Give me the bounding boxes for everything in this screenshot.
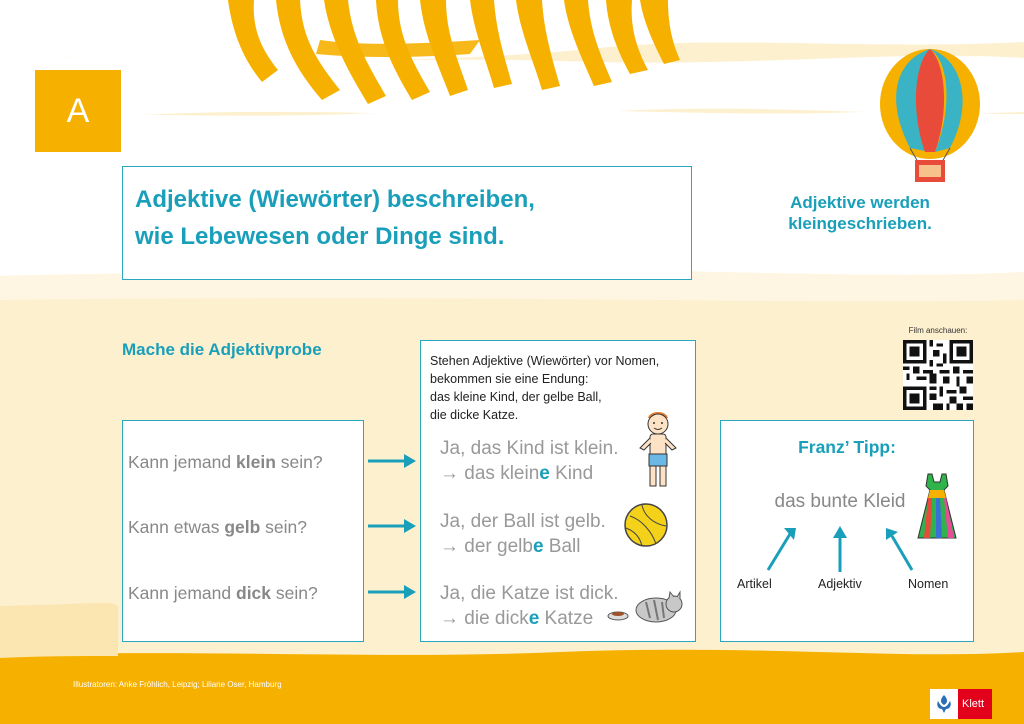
question-1: Kann jemand klein sein?: [128, 452, 323, 472]
section-badge: A: [35, 70, 121, 152]
illustrator-credits: Illustratoren: Anke Fröhlich, Leipzig; Liliane Oser, Hamburg: [73, 680, 282, 689]
label-adjektiv: Adjektiv: [818, 577, 862, 591]
title-box: [122, 166, 692, 280]
probe-heading: Mache die Adjektivprobe: [122, 340, 322, 359]
film-label: Film anschauen:: [908, 326, 968, 335]
klett-emblem-icon: [934, 693, 954, 715]
label-nomen: Nomen: [908, 577, 949, 591]
arrow-right-icon: [366, 516, 418, 536]
title-line-2: wie Lebewesen oder Dinge sind.: [135, 223, 505, 250]
ending-explanation: Stehen Adjektive (Wiewörter) vor Nomen, bekommen sie eine Endung: das kleine Kind, der gelbe Ball, die dicke Katze.: [430, 354, 660, 422]
cat-illustration: [606, 590, 686, 624]
title-line-1: Adjektive (Wiewörter) beschreiben,: [135, 186, 535, 213]
arrow-right-icon: [366, 451, 418, 471]
ball-illustration: [622, 502, 670, 548]
tipp-heading: Franz’ Tipp:: [798, 437, 896, 457]
label-arrows: [752, 524, 932, 576]
question-3: Kann jemand dick sein?: [128, 583, 318, 603]
question-2: Kann etwas gelb sein?: [128, 517, 307, 537]
answer-2: Ja, der Ball ist gelb. → der gelbe Ball: [440, 511, 606, 557]
capitalization-note: [760, 192, 960, 234]
example-phrase: das bunte Kleid: [774, 491, 906, 512]
label-artikel: Artikel: [737, 577, 772, 591]
note-line-2: kleingeschrieben.: [788, 214, 932, 233]
note-line-1: Adjektive werden: [790, 193, 930, 212]
child-illustration: [636, 410, 680, 492]
answer-3: Ja, die Katze ist dick. → die dicke Katze: [440, 583, 619, 629]
logo-text: Klett: [962, 698, 985, 710]
klett-logo: [930, 689, 992, 719]
arrow-right-icon: [366, 582, 418, 602]
qr-code[interactable]: [903, 340, 973, 410]
answer-1: Ja, das Kind ist klein. → das kleine Kind: [440, 438, 619, 484]
